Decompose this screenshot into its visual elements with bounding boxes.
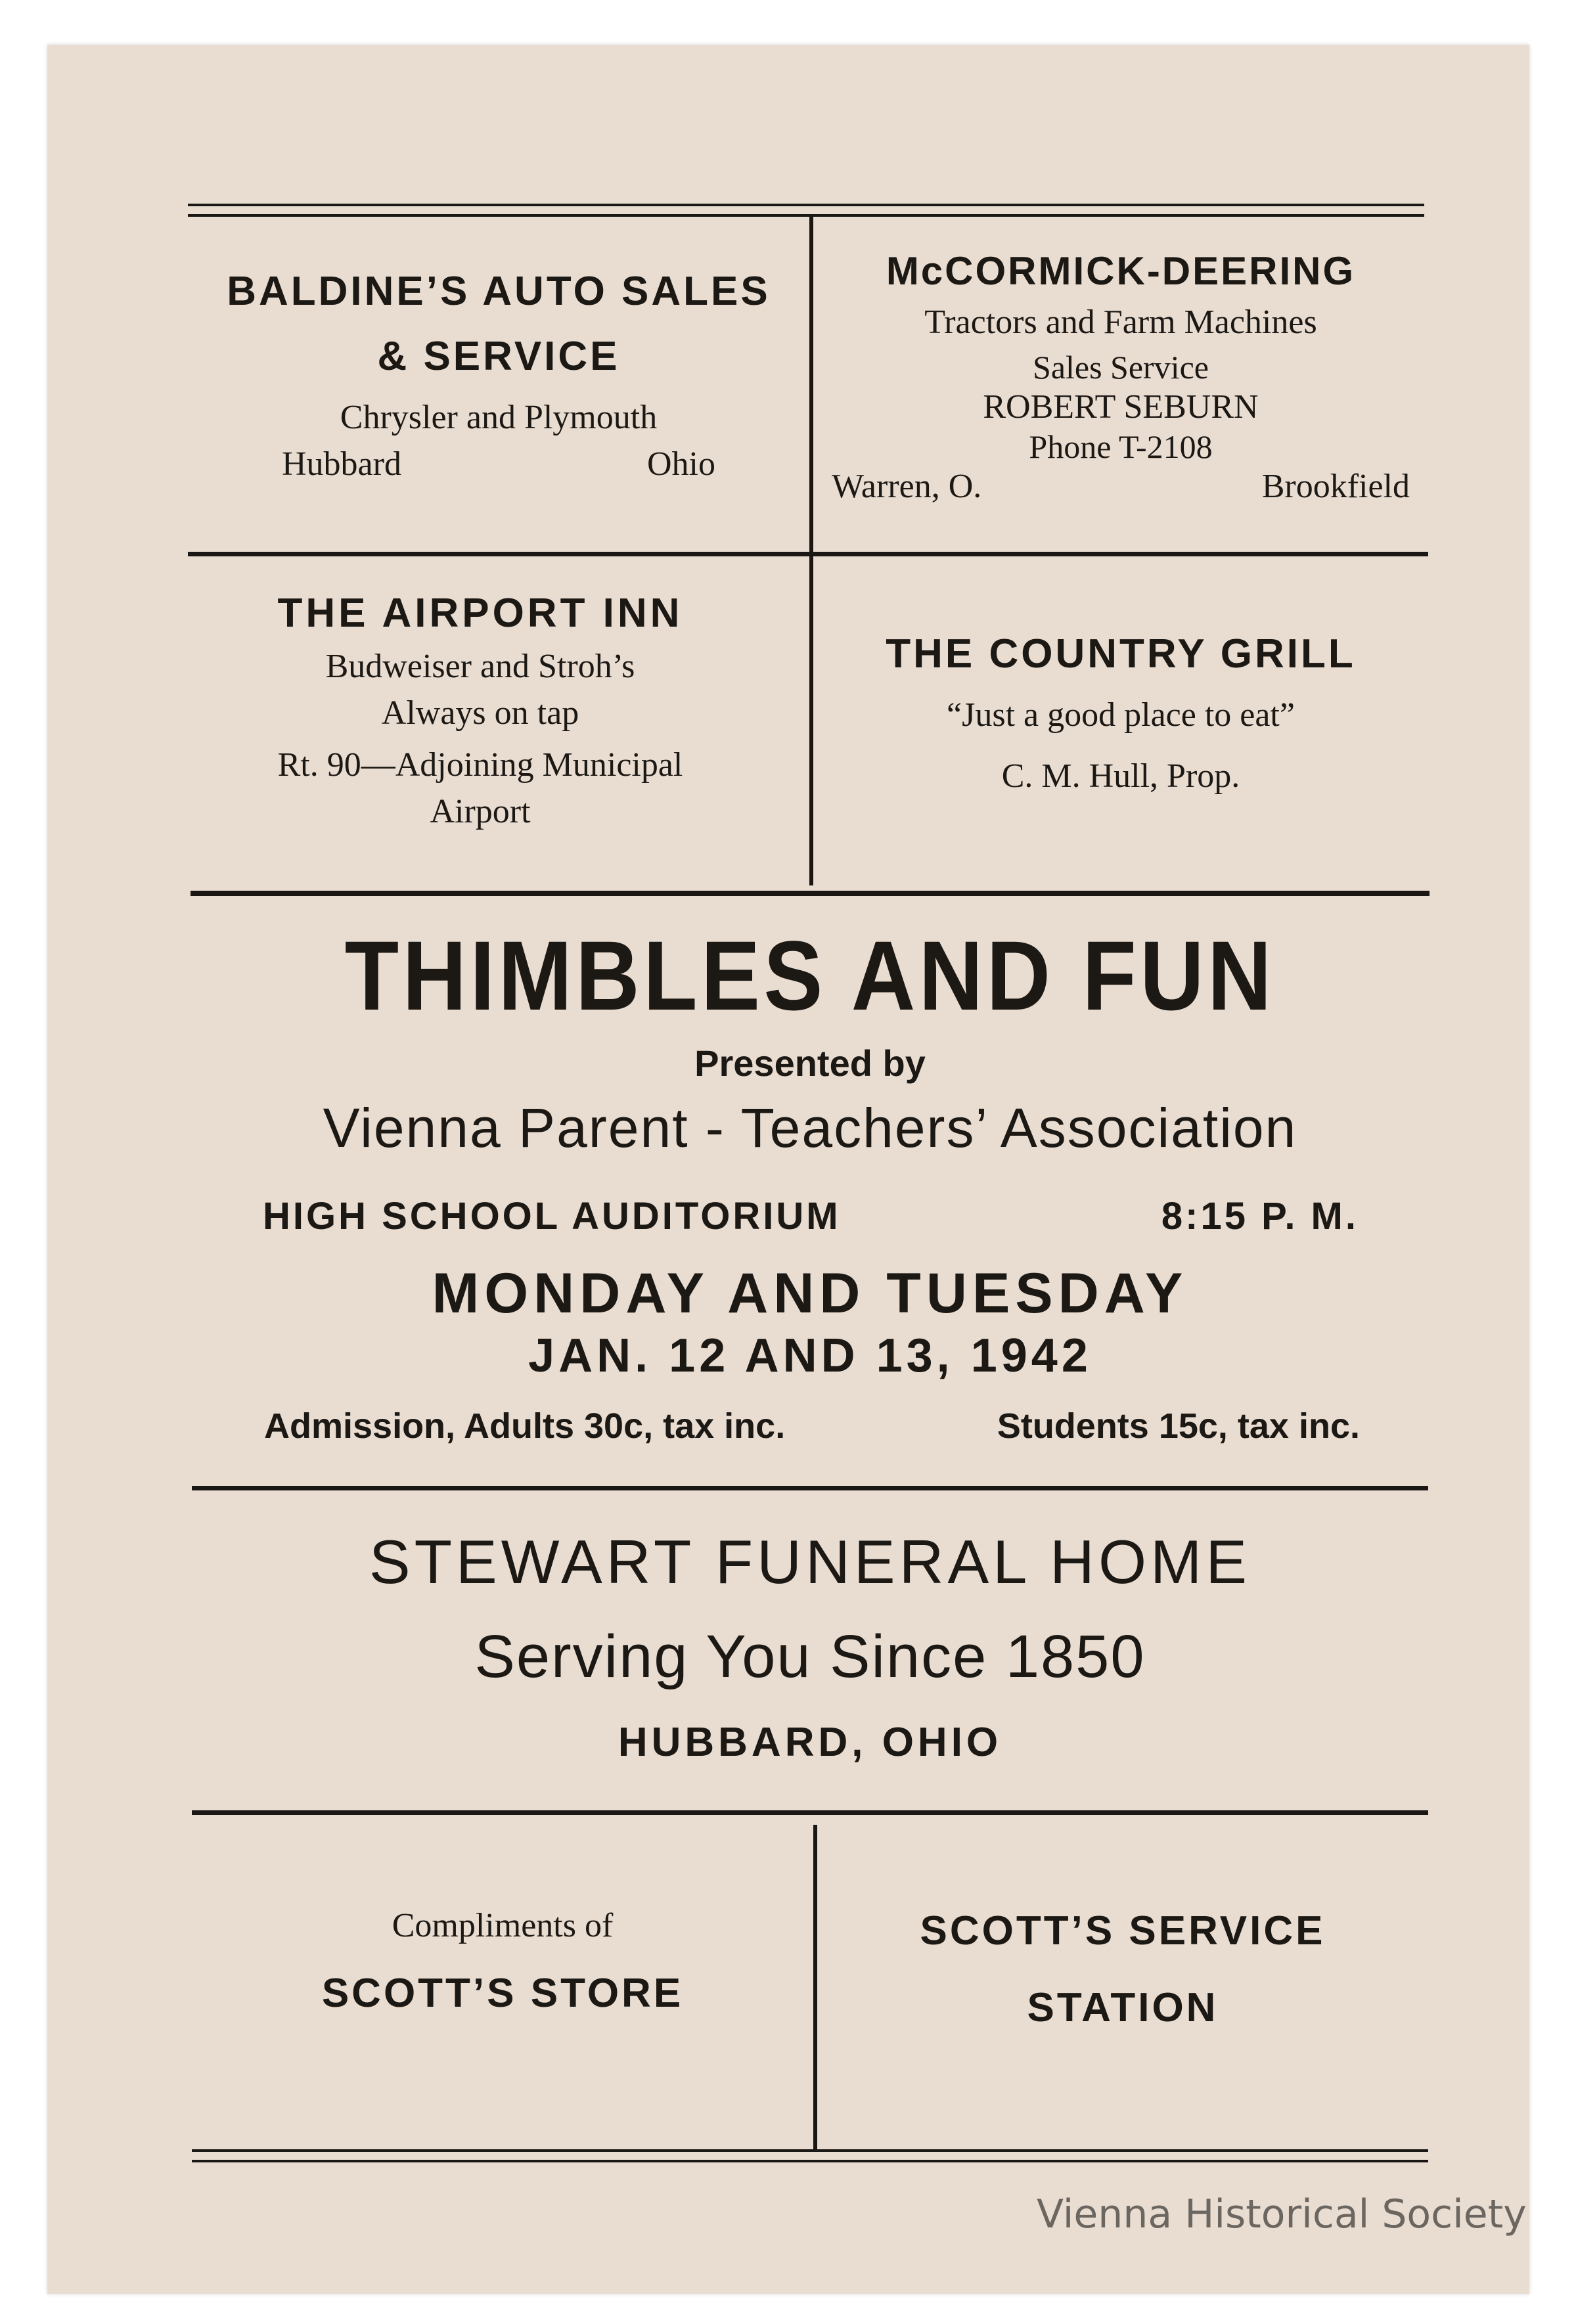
event-block	[191, 920, 1430, 1160]
ad-country-grill	[813, 631, 1428, 795]
top-rule-inner	[188, 214, 1424, 217]
baldines-line1: Chrysler and Plymouth	[340, 399, 658, 436]
event-admission-students: Students 15c, tax inc.	[997, 1406, 1360, 1446]
mccormick-locations	[832, 467, 1410, 506]
scotts-store-line1: Compliments of	[392, 1907, 614, 1944]
event-venue: HIGH SCHOOL AUDITORIUM	[263, 1195, 841, 1238]
airport-inn-line4: Airport	[430, 793, 531, 830]
stewart-tagline: Serving You Since 1850	[474, 1623, 1146, 1690]
mccormick-line1: Tractors and Farm Machines	[924, 303, 1317, 341]
event-time: 8:15 P. M.	[1161, 1195, 1359, 1238]
event-days: MONDAY AND TUESDAY	[432, 1262, 1188, 1325]
scotts-station-line2: STATION	[1027, 1985, 1219, 2030]
upper-grid-rule	[188, 552, 1428, 556]
stewart-name: STEWART FUNERAL HOME	[369, 1527, 1251, 1596]
airport-inn-line3: Rt. 90—Adjoining Municipal	[277, 746, 683, 784]
mccormick-line3: ROBERT SEBURN	[983, 388, 1259, 426]
country-grill-slogan: “Just a good place to eat”	[947, 696, 1295, 734]
ad-airport-inn	[188, 590, 773, 831]
airport-inn-line1: Budweiser and Stroh’s	[325, 648, 635, 685]
country-grill-name: THE COUNTRY GRILL	[886, 631, 1356, 677]
event-top-rule	[191, 891, 1430, 896]
ad-mccormick-deering	[813, 248, 1428, 506]
ad-scotts-store	[192, 1906, 813, 2017]
ad-stewart	[192, 1527, 1428, 1766]
bottom-rule-outer	[192, 2149, 1428, 2152]
baldines-name-line2: & SERVICE	[377, 334, 620, 379]
stewart-location: HUBBARD, OHIO	[618, 1720, 1002, 1765]
mccormick-name: McCORMICK-DEERING	[886, 249, 1356, 293]
scotts-station-line1: SCOTT’S SERVICE	[920, 1908, 1326, 1954]
baldines-state: Ohio	[647, 445, 715, 483]
event-admission-adults: Admission, Adults 30c, tax inc.	[264, 1406, 786, 1446]
event-presenter: Vienna Parent - Teachers’ Association	[323, 1097, 1297, 1159]
ad-scotts-service-station	[817, 1908, 1428, 2031]
lower-grid-top-rule	[192, 1810, 1428, 1815]
top-rule-outer	[188, 204, 1424, 206]
event-dates: JAN. 12 AND 13, 1942	[528, 1330, 1092, 1382]
scotts-store-line2: SCOTT’S STORE	[321, 1971, 684, 2016]
watermark: Vienna Historical Society	[1037, 2191, 1527, 2237]
baldines-city: Hubbard	[282, 445, 401, 483]
event-venue-row	[263, 1194, 1359, 1238]
country-grill-proprietor: C. M. Hull, Prop.	[1001, 757, 1240, 795]
baldines-location	[282, 445, 715, 483]
event-dates-block	[191, 1261, 1430, 1383]
bottom-rule-inner	[192, 2160, 1428, 2162]
mccormick-left: Warren, O.	[832, 468, 982, 505]
mccormick-line4: Phone T-2108	[1029, 428, 1213, 465]
airport-inn-line2: Always on tap	[381, 694, 579, 732]
mccormick-right: Brookfield	[1261, 468, 1410, 505]
airport-inn-name: THE AIRPORT INN	[277, 591, 683, 636]
ad-baldines	[188, 268, 809, 483]
baldines-name-line1: BALDINE’S AUTO SALES	[227, 269, 771, 314]
event-title: THIMBLES AND FUN	[344, 920, 1276, 1031]
event-presented-by: Presented by	[694, 1042, 926, 1084]
event-bottom-rule	[192, 1486, 1428, 1490]
event-admission-row	[264, 1406, 1360, 1446]
mccormick-line2: Sales Service	[1033, 349, 1209, 386]
